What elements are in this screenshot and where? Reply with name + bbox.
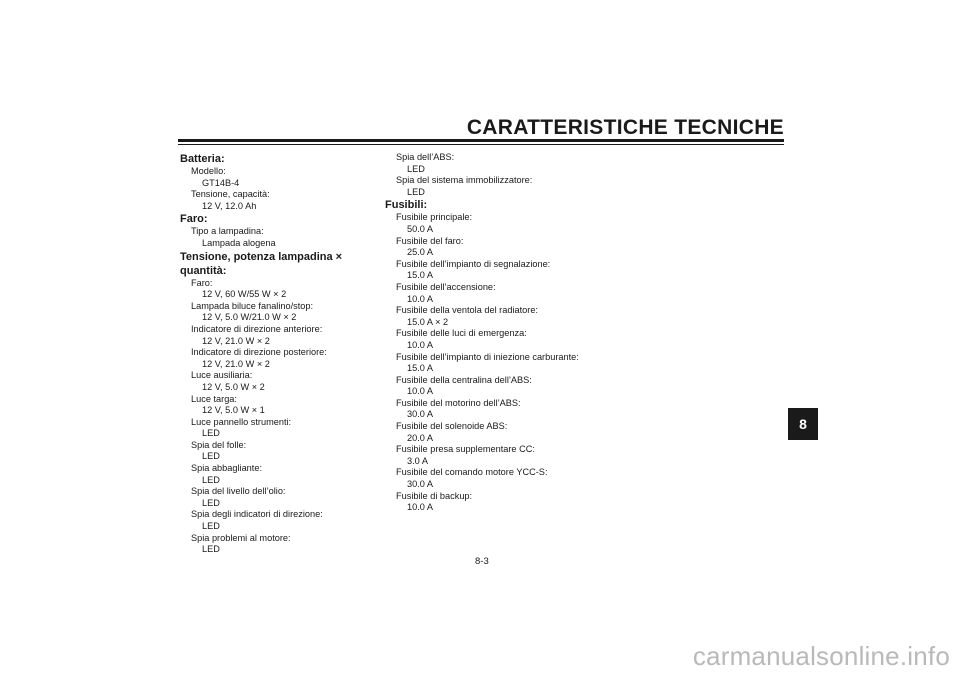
section-headlight [180,212,380,249]
section-battery [180,152,380,212]
spec-value: LED [202,451,220,462]
spec-label: Fusibile del faro: [396,235,464,246]
spec-value: LED [202,497,220,508]
spec-value: 15.0 A [407,363,434,374]
spec-label: Fusibile dell’impianto di iniezione carburante: [396,351,579,362]
spec-label: Fusibile del comando motore YCC-S: [396,467,548,478]
spec-value: 10.0 A [407,502,434,513]
spec-label: Fusibile della ventola del radiatore: [396,305,538,316]
spec-label: Fusibile presa supplementare CC: [396,444,535,455]
spec-value: 30.0 A [407,409,434,420]
spec-value: 12 V, 21.0 W × 2 [202,358,270,369]
spec-label: Fusibile dell’impianto di segnalazione: [396,258,551,269]
spec-label: Spia del sistema immobilizzatore: [396,175,533,186]
header-rule-thin [178,144,784,145]
spec-value: 12 V, 12.0 Ah [202,200,257,211]
spec-value: 20.0 A [407,432,434,443]
section-heading: Batteria: [180,153,225,165]
spec-label: Fusibile della centralina dell’ABS: [396,374,532,385]
spec-label: Spia del folle: [191,439,247,450]
spec-value: 12 V, 5.0 W × 1 [202,405,265,416]
spec-label: Tensione, capacità: [191,189,270,200]
spec-label: Tipo a lampadina: [191,226,264,237]
spec-label: Spia dell’ABS: [396,152,455,162]
page-number: 8-3 [475,556,489,567]
section-heading: Fusibili: [385,199,428,212]
spec-label: Luce targa: [191,393,237,404]
spec-value: 10.0 A [407,293,434,304]
spec-value: LED [407,186,425,197]
spec-value: LED [202,544,220,555]
spec-label: Fusibile delle luci di emergenza: [396,328,527,339]
spec-label: Fusibile del motorino dell’ABS: [396,397,521,408]
spec-value: 10.0 A [407,339,434,350]
spec-label: Fusibile del solenoide ABS: [396,421,508,432]
spec-label: Indicatore di direzione posteriore: [191,347,327,358]
spec-value: 25.0 A [407,247,434,258]
spec-value: 12 V, 60 W/55 W × 2 [202,289,287,300]
spec-label: Modello: [191,166,226,176]
spec-label: Faro: [191,277,213,288]
section-heading: Tensione, potenza lampadina × quantità: [180,250,343,277]
spec-value: LED [202,521,220,532]
left-column [180,152,380,556]
spec-value: 12 V, 21.0 W × 2 [202,335,270,346]
section-bulbs [180,250,380,556]
chapter-tab: 8 [788,408,818,440]
spec-label: Luce pannello strumenti: [191,416,292,427]
spec-label: Luce ausiliaria: [191,370,253,381]
spec-value: 3.0 A [407,455,428,466]
spec-value: 30.0 A [407,479,434,490]
page-title: CARATTERISTICHE TECNICHE [466,116,784,139]
header-rule-thick [178,139,784,142]
spec-label: Indicatore di direzione anteriore: [191,323,323,334]
spec-label: Fusibile di backup: [396,490,473,501]
spec-value: Lampada alogena [202,237,276,248]
section-heading: Faro: [180,213,208,226]
spec-label: Spia abbagliante: [191,463,263,474]
right-column [385,152,625,514]
spec-value: 10.0 A [407,386,434,397]
section-fuses [385,198,625,513]
watermark: carmanualsonline.info [692,641,950,671]
spec-label: Spia del livello dell’olio: [191,486,286,497]
spec-value: 15.0 A [407,270,434,281]
spec-value: 12 V, 5.0 W × 2 [202,381,265,392]
spec-value: GT14B-4 [202,177,240,188]
spec-label: Fusibile principale: [396,212,473,223]
spec-value: 15.0 A × 2 [407,316,449,327]
spec-value: LED [202,428,220,439]
spec-value: LED [407,163,425,174]
spec-value: LED [202,474,220,485]
spec-label: Spia problemi al motore: [191,532,291,543]
spec-label: Lampada biluce fanalino/stop: [191,300,314,311]
section-indicators-continued [385,152,625,198]
spec-label: Fusibile dell’accensione: [396,281,496,292]
spec-value: 12 V, 5.0 W/21.0 W × 2 [202,312,297,323]
spec-value: 50.0 A [407,223,434,234]
spec-label: Spia degli indicatori di direzione: [191,509,323,520]
